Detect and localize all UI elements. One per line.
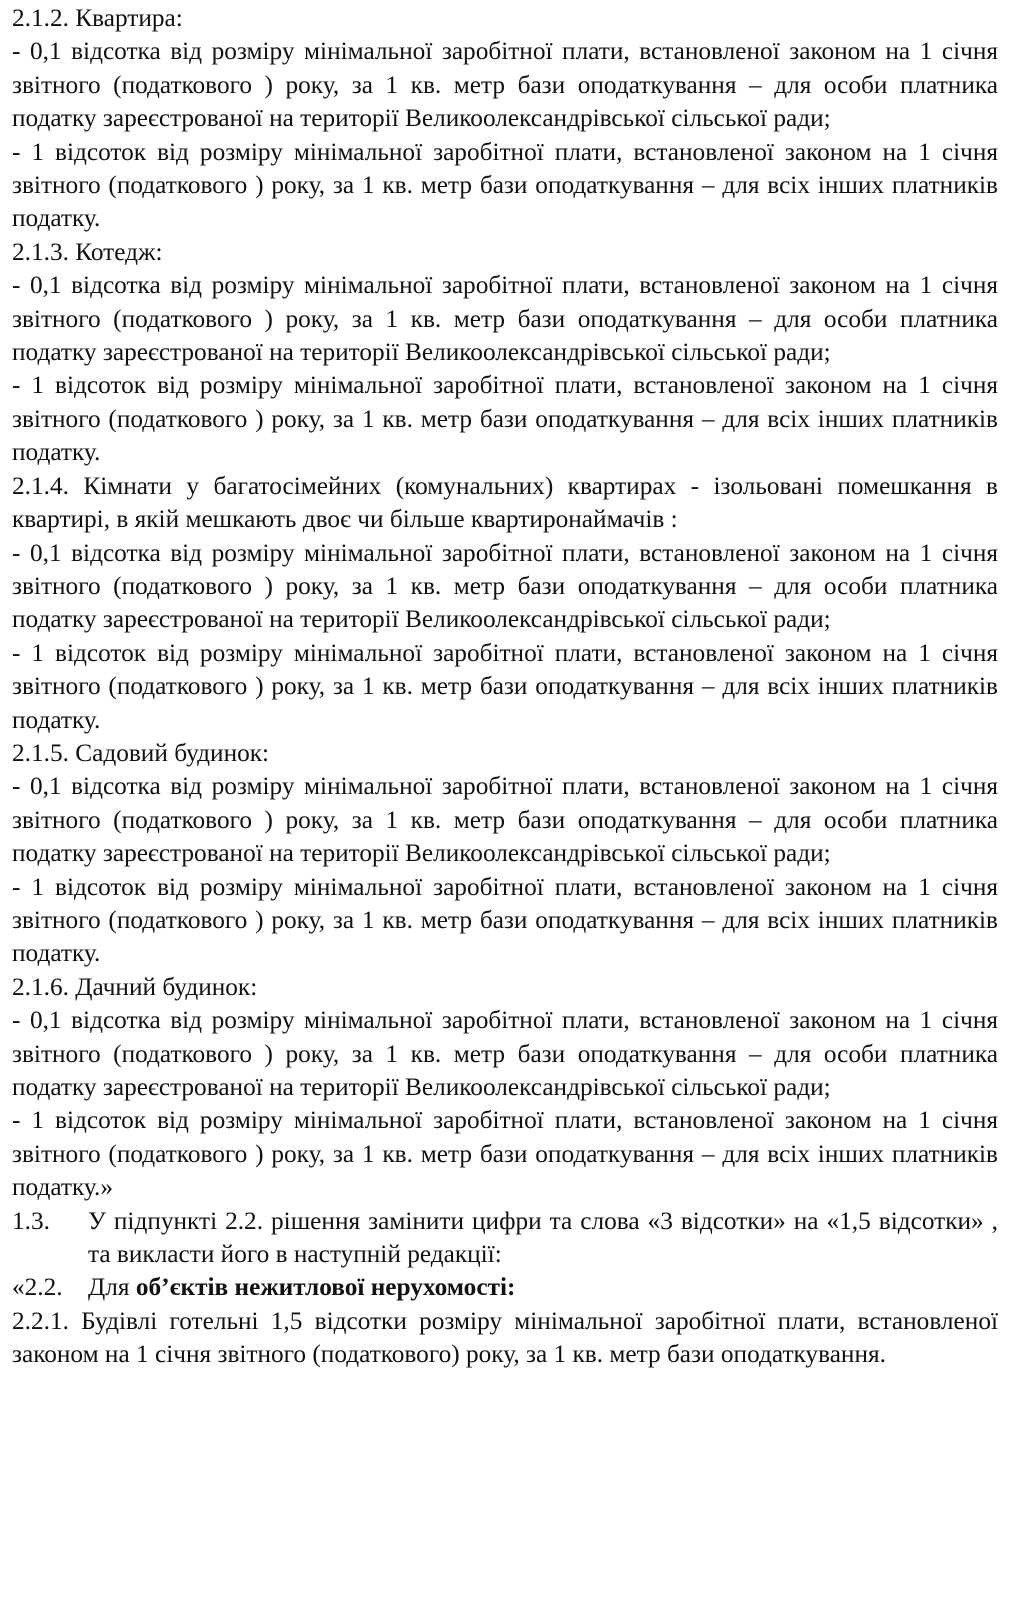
rate-item: - 0,1 відсотка від розміру мінімальної заробітної плати, встановленої законом на 1 січня звітного (податкового ) року, за 1 кв. метр бази оподаткування – для особи платника податку зареєстрованої на території Великоолександрівської сільської ради;	[12, 1006, 998, 1101]
rate-item: - 1 відсоток від розміру мінімальної заробітної плати, встановленої законом на 1 січня звітного (податкового ) року, за 1 кв. метр бази оподаткування – для всіх інших платників податку.	[12, 872, 998, 968]
amendment-paragraph	[12, 1205, 998, 1272]
new-section-title-bold: об’єктів нежитлової нерухомості:	[135, 1273, 516, 1302]
amendment-text: У підпункті 2.2. рішення замінити цифри та слова «3 відсотки» на «1,5 відсотки» , та викласти його в наступній редакції:	[88, 1206, 998, 1269]
section-heading: 2.1.3. Котедж:	[12, 237, 163, 266]
amendment-number: 1.3.	[12, 1206, 50, 1235]
rate-item: - 0,1 відсотка від розміру мінімальної заробітної плати, встановленої законом на 1 січня звітного (податкового ) року, за 1 кв. метр бази оподаткування – для особи платника податку зареєстрованої на території Великоолександрівської сільської ради;	[12, 271, 998, 367]
document-page	[12, 2, 998, 1372]
section-heading: 2.1.2. Квартира:	[12, 4, 183, 32]
item-221-paragraph	[12, 1305, 998, 1372]
rate-item: - 1 відсоток від розміру мінімальної заробітної плати, встановленої законом на 1 січня звітного (податкового ) року, за 1 кв. метр бази оподаткування – для всіх інших платників податку.	[12, 137, 998, 233]
new-section-number: «2.2.	[12, 1273, 63, 1302]
item-221-text: Будівлі готельні 1,5 відсотки розміру мінімальної заробітної плати, встановленої законом на 1 січня звітного (податкового) року, за 1 кв. метр бази оподаткування.	[12, 1306, 999, 1369]
rate-item: - 0,1 відсотка від розміру мінімальної заробітної плати, встановленої законом на 1 січня звітного (податкового ) року, за 1 кв. метр бази оподаткування – для особи платника податку зареєстрованої на території Великоолександрівської сільської ради;	[12, 37, 998, 133]
rate-item: - 0,1 відсотка від розміру мінімальної заробітної плати, встановленої законом на 1 січня звітного (податкового ) року, за 1 кв. метр бази оподаткування – для особи платника податку зареєстрованої на території Великоолександрівської сільської ради;	[12, 538, 998, 634]
rate-item: - 1 відсоток від розміру мінімальної заробітної плати, встановленої законом на 1 січня звітного (податкового ) року, за 1 кв. метр бази оподаткування – для всіх інших платників податку.	[12, 371, 998, 467]
section-heading: 2.1.6. Дачний будинок:	[12, 972, 258, 1001]
rate-item: - 1 відсоток від розміру мінімальної заробітної плати, встановленої законом на 1 січня звітного (податкового ) року, за 1 кв. метр бази оподаткування – для всіх інших платників податку.	[12, 638, 998, 734]
section-heading: 2.1.5. Садовий будинок:	[12, 738, 270, 767]
rate-item: - 1 відсоток від розміру мінімальної заробітної плати, встановленої законом на 1 січня звітного (податкового ) року, за 1 кв. метр бази оподаткування – для всіх інших платників податку.»	[12, 1106, 998, 1202]
section-heading: 2.1.4. Кімнати у багатосімейних (комунальних) квартирах - ізольовані помешкання в квартирі, в якій мешкають двоє чи більше квартиронаймачів :	[12, 471, 998, 534]
new-section-title	[88, 1271, 998, 1304]
rate-item: - 0,1 відсотка від розміру мінімальної заробітної плати, встановленої законом на 1 січня звітного (податкового ) року, за 1 кв. метр бази оподаткування – для особи платника податку зареєстрованої на території Великоолександрівської сільської ради;	[12, 772, 998, 868]
new-section-heading	[12, 1271, 998, 1304]
new-section-title-plain: Для	[88, 1273, 136, 1302]
item-221-number: 2.2.1.	[12, 1306, 69, 1335]
